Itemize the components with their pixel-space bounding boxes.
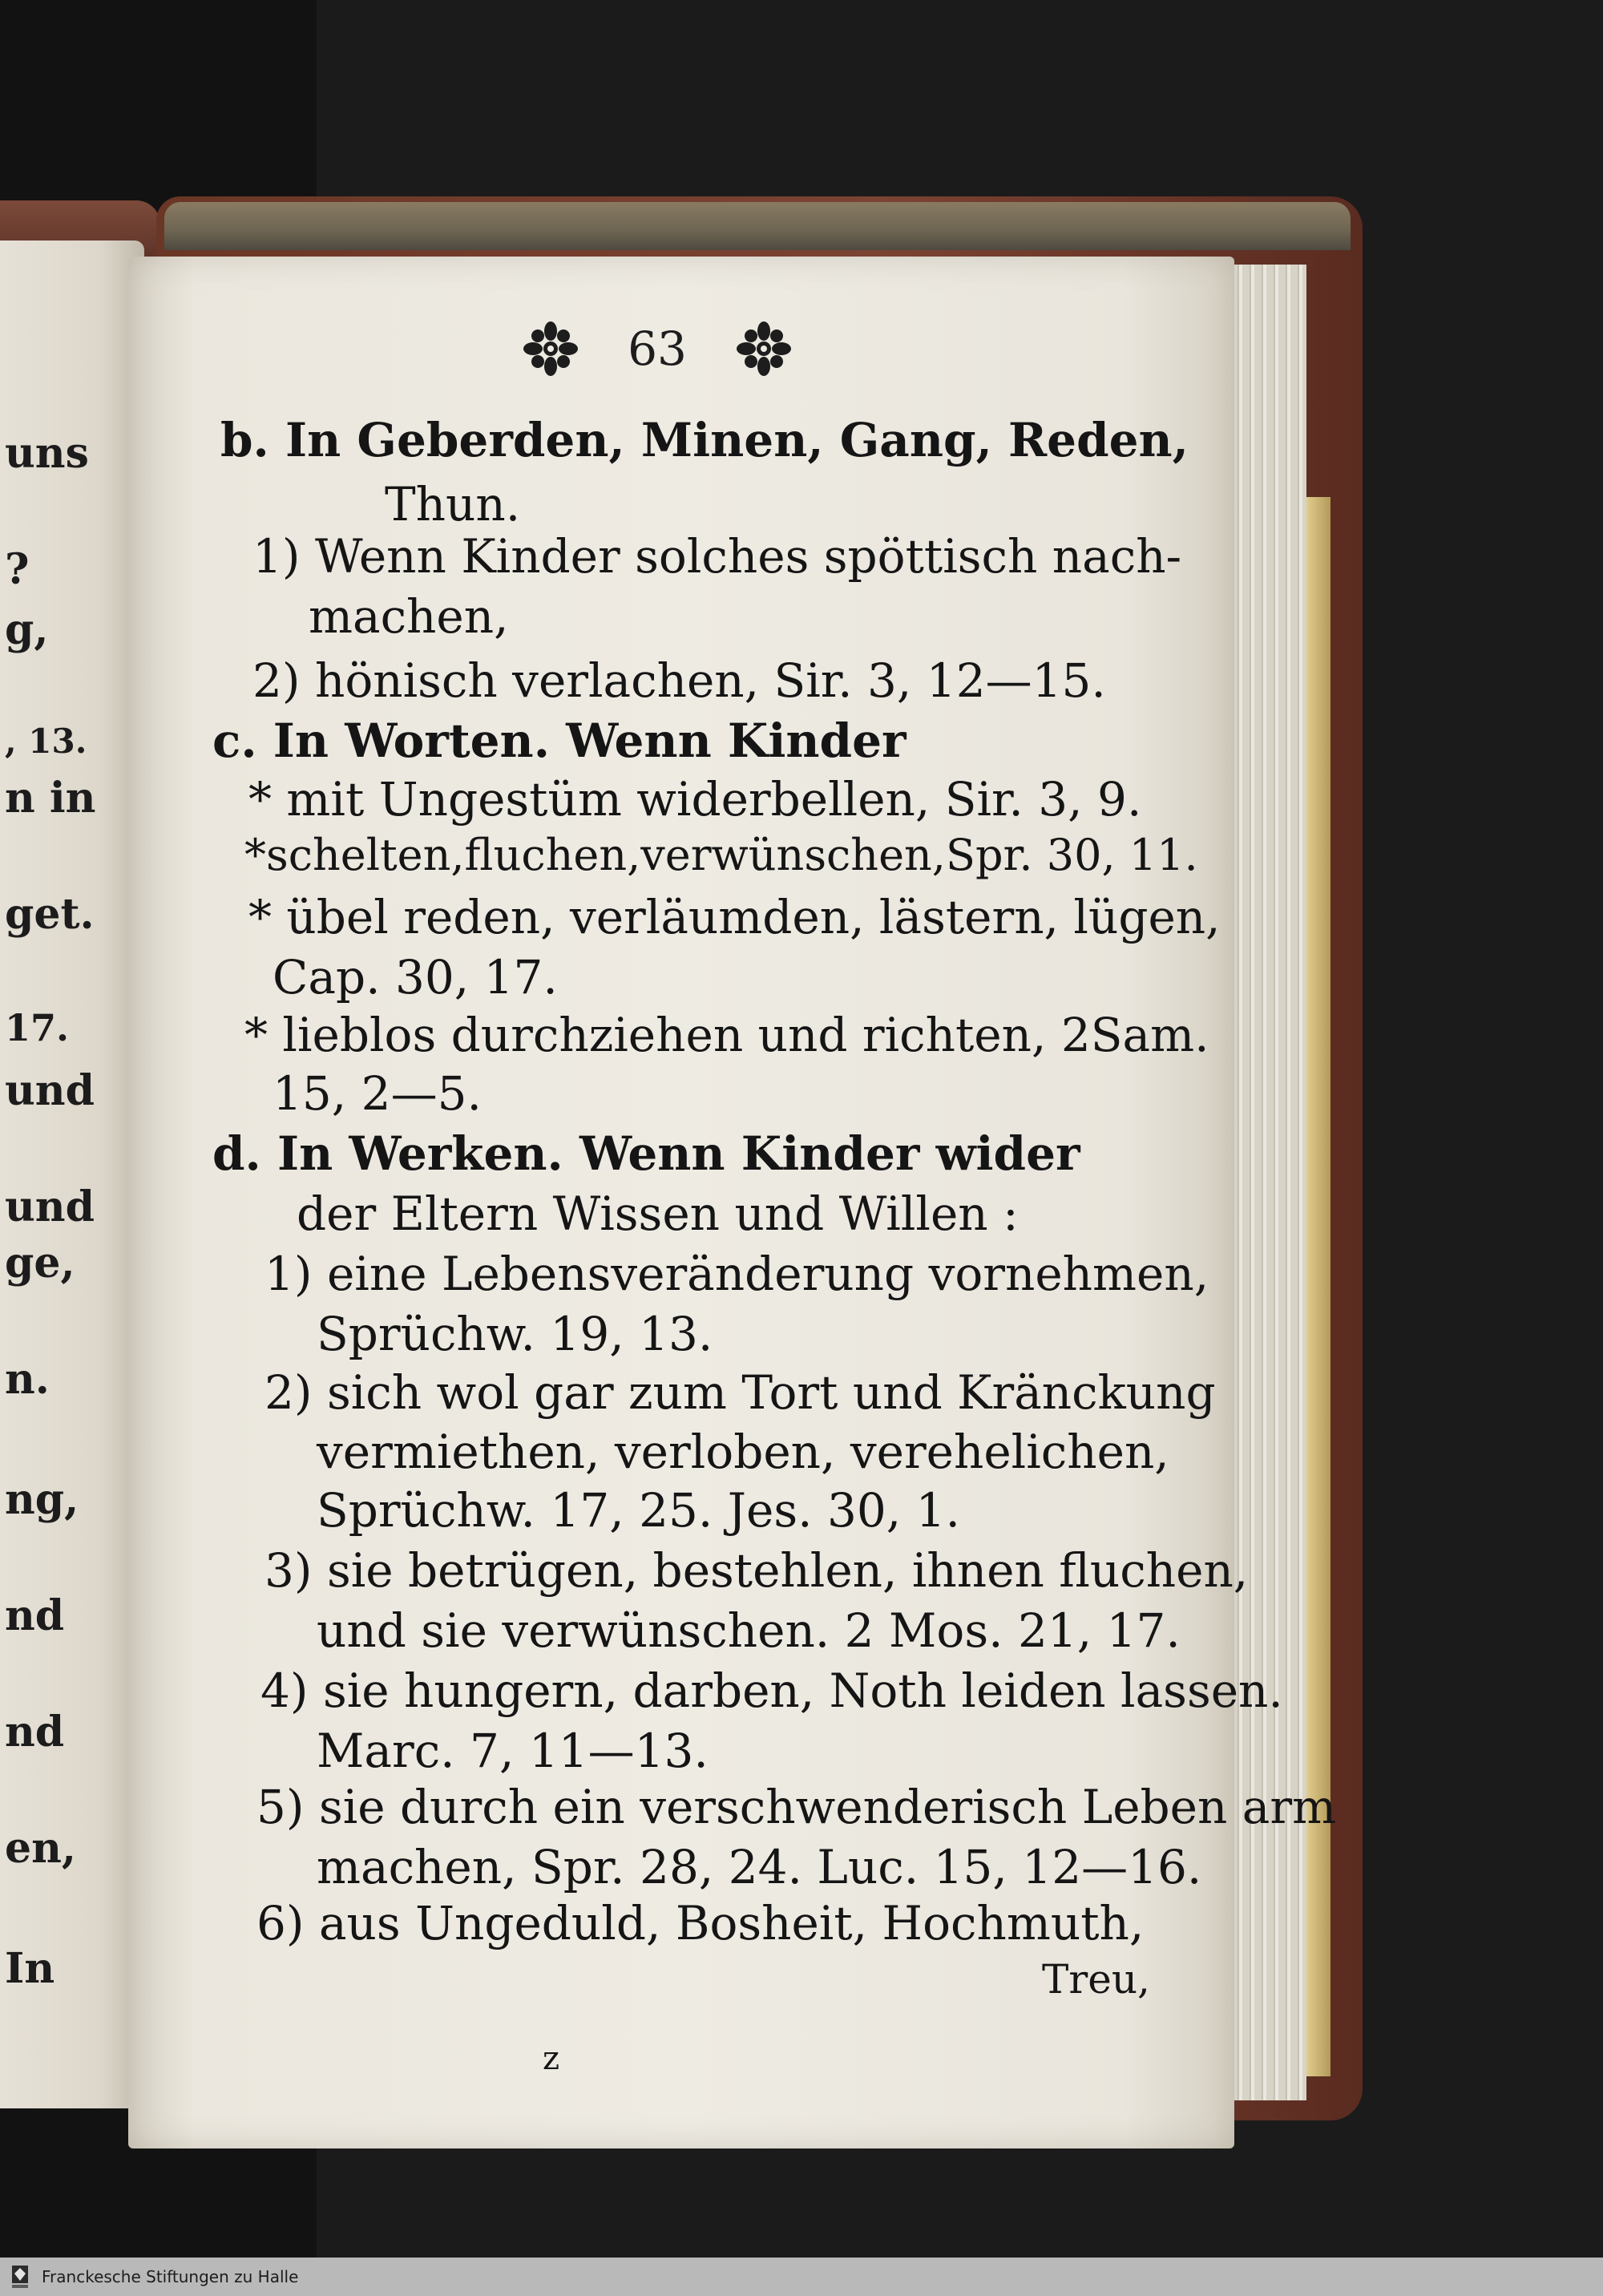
left-fragment: ? [5, 545, 30, 594]
text-line: 2) hönisch verlachen, Sir. 3, 12—15. [252, 653, 1106, 708]
text-line: Sprüchw. 19, 13. [317, 1307, 713, 1361]
left-fragment: ng, [5, 1475, 79, 1524]
text-line: machen, [309, 589, 509, 644]
text-line: Sprüchw. 17, 25. Jes. 30, 1. [317, 1483, 960, 1538]
text-line: und sie verwünschen. 2 Mos. 21, 17. [317, 1603, 1181, 1658]
left-fragment: nd [5, 1591, 65, 1640]
left-fragment: und [5, 1182, 95, 1231]
footer-bar [0, 2258, 1603, 2296]
text-line: *schelten,fluchen,verwünschen,Spr. 30, 11. [244, 830, 1198, 880]
signature-mark: z [543, 2040, 560, 2077]
text-line: Marc. 7, 11—13. [317, 1724, 709, 1778]
text-line: Cap. 30, 17. [273, 950, 558, 1004]
left-fragment: 17. [5, 1006, 70, 1049]
left-fragment: uns [5, 429, 89, 478]
text-line: 1) eine Lebensveränderung vornehmen, [264, 1247, 1209, 1301]
text-line: 3) sie betrügen, bestehlen, ihnen fluchen, [264, 1543, 1249, 1598]
text-line: 6) aus Ungeduld, Bosheit, Hochmuth, [256, 1896, 1145, 1950]
left-fragment: n. [5, 1355, 50, 1404]
left-fragment: In [5, 1944, 55, 1993]
text-line: d. In Werken. Wenn Kinder wider [212, 1126, 1080, 1181]
text-line: Thun. [385, 477, 521, 532]
left-fragment: en, [5, 1824, 76, 1873]
text-line: b. In Geberden, Minen, Gang, Reden, [220, 413, 1189, 467]
left-fragment: nd [5, 1708, 65, 1756]
institution-logo-icon [8, 2262, 32, 2291]
text-line: * lieblos durchziehen und richten, 2Sam. [244, 1008, 1209, 1062]
text-line: vermiethen, verloben, verehelichen, [317, 1425, 1169, 1479]
left-fragment: g, [5, 605, 49, 654]
text-line: 4) sie hungern, darben, Noth leiden lassen. [260, 1663, 1283, 1718]
catchword: Treu, [1042, 1956, 1150, 2003]
left-fragment: und [5, 1066, 95, 1115]
text-line: * mit Ungestüm widerbellen, Sir. 3, 9. [248, 772, 1142, 827]
left-fragment: n in [5, 774, 96, 823]
left-fragment: ge, [5, 1239, 75, 1287]
left-fragment: , 13. [5, 722, 87, 761]
text-line: * übel reden, verläumden, lästern, lügen, [248, 890, 1221, 944]
text-line: 5) sie durch ein verschwenderisch Leben arm [256, 1780, 1337, 1834]
left-fragment: get. [5, 890, 95, 939]
text-line: c. In Worten. Wenn Kinder [212, 713, 906, 768]
text-line: der Eltern Wissen und Willen : [297, 1186, 1019, 1241]
text-line: 1) Wenn Kinder solches spöttisch nach- [252, 529, 1182, 584]
text-line: machen, Spr. 28, 24. Luc. 15, 12—16. [317, 1840, 1202, 1894]
footer-institution: Franckesche Stiftungen zu Halle [42, 2267, 299, 2286]
text-line: 2) sich wol gar zum Tort und Kränckung [264, 1365, 1216, 1420]
text-line: 15, 2—5. [273, 1066, 482, 1121]
page-number: 63 [628, 321, 687, 376]
